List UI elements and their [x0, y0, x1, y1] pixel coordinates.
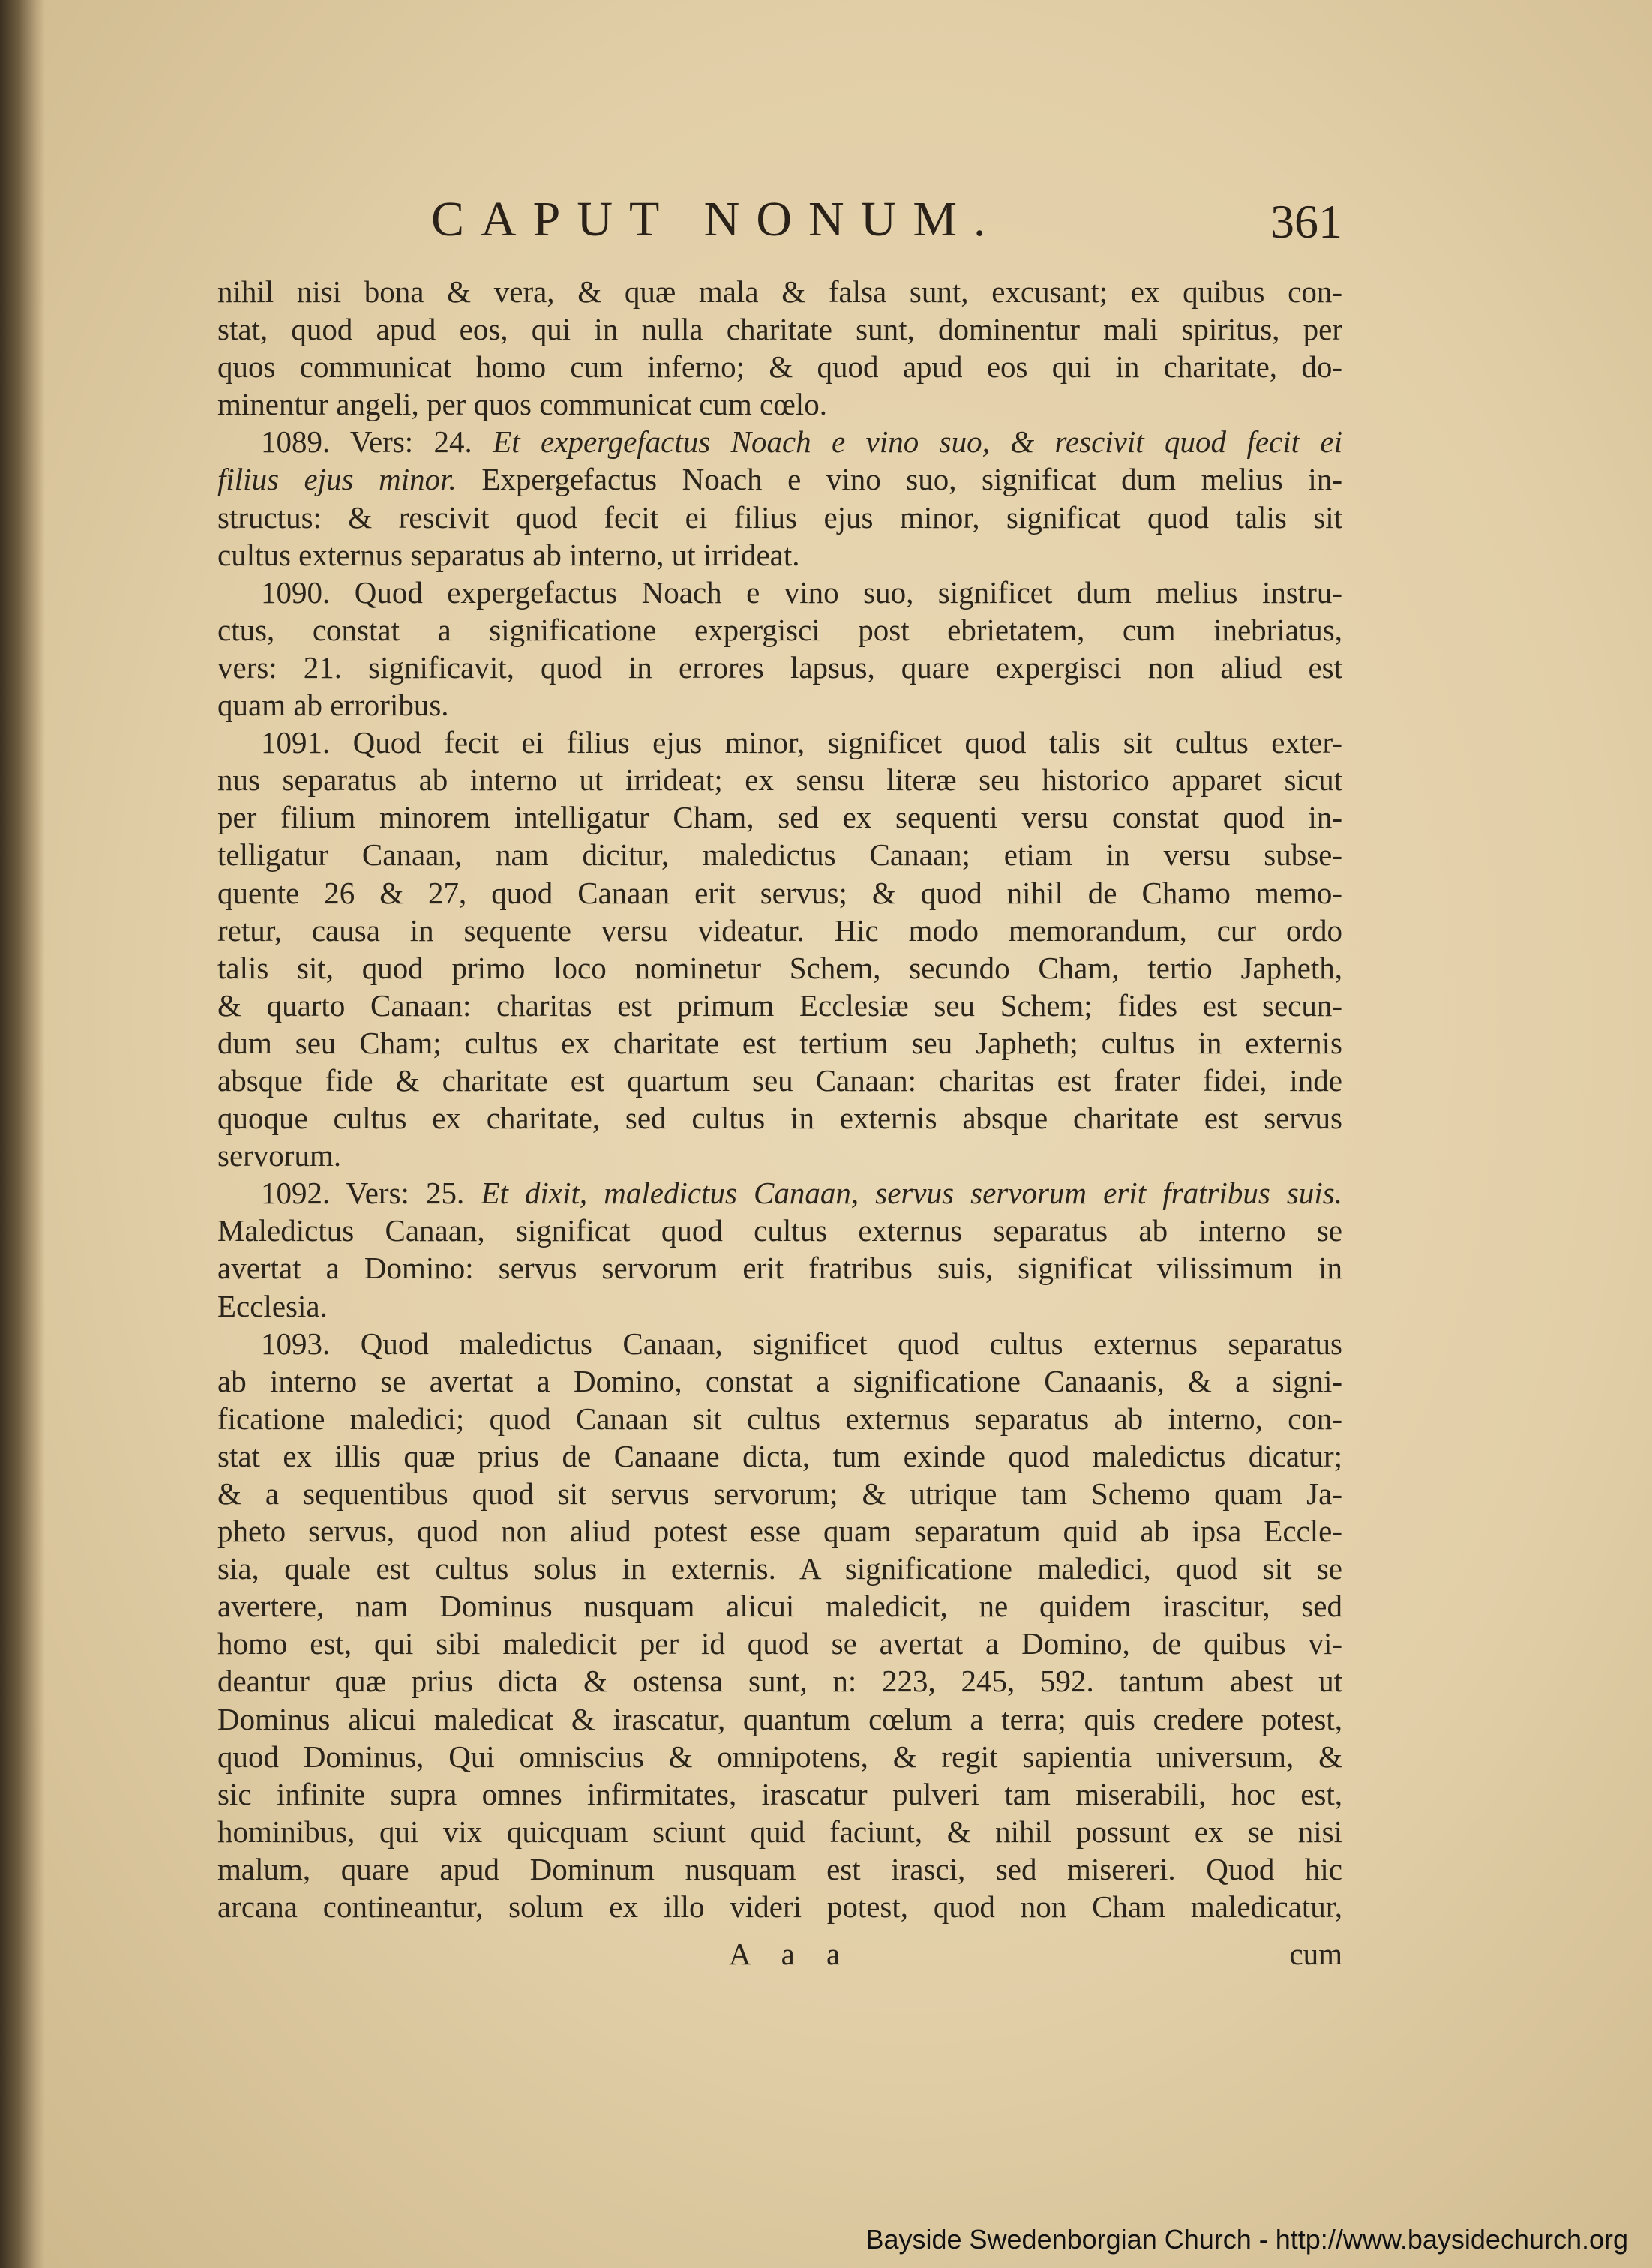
text-line [217, 310, 1342, 348]
text-line [217, 1362, 1342, 1400]
text-line [217, 499, 1342, 536]
signature-mark: A a a [729, 1937, 853, 1971]
text-line [217, 574, 1342, 611]
text-line [217, 1888, 1342, 1925]
text-roman: Maledictus Canaan, significat quod cultus externus separatus ab interno se [217, 1213, 1342, 1248]
watermark-credit: Bayside Swedenborgian Church - http://www.baysidechurch.org [865, 2224, 1628, 2255]
text-line [217, 1775, 1342, 1813]
catchword: cum [1289, 1937, 1342, 1971]
text-line [217, 949, 1342, 987]
text-line [217, 1662, 1342, 1700]
text-line [217, 836, 1342, 873]
text-roman: sic infinite supra omnes infirmitates, irascatur pulveri tam miserabili, hoc est, [217, 1776, 1342, 1811]
text-line [217, 1475, 1342, 1512]
text-line [217, 798, 1342, 836]
text-roman: quoque cultus ex charitate, sed cultus in externis absque charitate est servus [217, 1101, 1342, 1136]
text-roman: per filium minorem intelligatur Cham, sed ex sequenti versu constat quod in- [217, 800, 1342, 835]
text-line [217, 348, 1342, 385]
text-roman: nus separatus ab interno ut irrideat; ex sensu literæ seu historico apparet sicut [217, 762, 1342, 798]
text-line [217, 761, 1342, 798]
text-roman: ctus, constat a significatione expergisci post ebrietatem, cum inebriatus, [217, 612, 1342, 647]
text-line [217, 1325, 1342, 1362]
text-roman: 1090. Quod expergefactus Noach e vino suo, significet dum melius instru- [261, 574, 1342, 610]
text-line [217, 1062, 1342, 1099]
text-roman: quente 26 & 27, quod Canaan erit servus; & quod nihil de Chamo memo- [217, 875, 1342, 910]
text-line [217, 912, 1342, 949]
text-roman: Expergefactus Noach e vino suo, significat dum melius in- [456, 462, 1342, 497]
text-roman: ab interno se avertat a Domino, constat a significatione Canaanis, & a signi- [217, 1363, 1342, 1398]
text-line [217, 1212, 1342, 1249]
text-roman: deantur quæ prius dicta & ostensa sunt, n: 223, 245, 592. tantum abest ut [217, 1664, 1342, 1699]
text-roman: cultus externus separatus ab interno, ut irrideat. [217, 537, 800, 572]
text-roman: telligatur Canaan, nam dicitur, maledictus Canaan; etiam in versu subse- [217, 837, 1342, 873]
text-line [217, 1137, 1342, 1174]
text-roman: avertat a Domino: servus servorum erit fratribus suis, significat vilissimum in [217, 1251, 1342, 1286]
page-number: 361 [1270, 195, 1342, 248]
text-line [217, 1400, 1342, 1437]
text-roman: quam ab erroribus. [217, 688, 449, 723]
text-roman: avertere, nam Dominus nusquam alicui maledicit, ne quidem irascitur, sed [217, 1589, 1342, 1624]
text-line [217, 724, 1342, 761]
text-roman: talis sit, quod primo loco nominetur Schem, secundo Cham, tertio Japheth, [217, 950, 1342, 985]
text-roman: pheto servus, quod non aliud potest esse quam separatum quid ab ipsa Eccle- [217, 1514, 1342, 1549]
text-line [217, 1550, 1342, 1587]
text-line [217, 1287, 1342, 1325]
text-roman: malum, quare apud Dominum nusquam est irasci, sed misereri. Quod hic [217, 1851, 1342, 1886]
text-line [217, 1099, 1342, 1137]
text-roman: stat ex illis quæ prius de Canaane dicta, tum exinde quod maledictus dicatur; [217, 1438, 1342, 1473]
text-roman: nihil nisi bona & vera, & quæ mala & falsa sunt, excusant; ex quibus con- [217, 274, 1342, 309]
page-footer [217, 1936, 1342, 1973]
text-line [217, 874, 1342, 912]
text-line [217, 536, 1342, 574]
text-roman: & quarto Canaan: charitas est primum Ecclesiæ seu Schem; fides est secun- [217, 987, 1342, 1023]
text-line [217, 1813, 1342, 1850]
text-roman: structus: & rescivit quod fecit ei filius ejus minor, significat quod talis sit [217, 499, 1342, 535]
text-line [217, 1587, 1342, 1625]
book-spine-shadow [0, 0, 45, 2268]
text-roman: quod Dominus, Qui omniscius & omnipotens, & regit sapientia universum, & [217, 1739, 1342, 1774]
text-line [217, 686, 1342, 724]
text-line [217, 1850, 1342, 1888]
text-line [217, 273, 1342, 310]
text-roman: servorum. [217, 1138, 342, 1173]
text-line [217, 611, 1342, 649]
text-roman: 1091. Quod fecit ei filius ejus minor, significet quod talis sit cultus exter- [261, 725, 1342, 760]
text-line [217, 649, 1342, 686]
text-roman: 1093. Quod maledictus Canaan, significet quod cultus externus separatus [261, 1326, 1342, 1361]
text-roman: arcana contineantur, solum ex illo videri potest, quod non Cham maledicatur, [217, 1889, 1342, 1925]
text-roman: Dominus alicui maledicat & irascatur, quantum cœlum a terra; quis credere potest, [217, 1701, 1342, 1736]
text-roman: dum seu Cham; cultus ex charitate est tertium seu Japheth; cultus in externis [217, 1025, 1342, 1060]
text-roman: hominibus, qui vix quicquam sciunt quid faciunt, & nihil possunt ex se nisi [217, 1814, 1342, 1849]
text-line [217, 1738, 1342, 1775]
page-header [217, 191, 1350, 251]
text-roman: sia, quale est cultus solus in externis. A significatione maledici, quod sit se [217, 1551, 1342, 1586]
text-italic: filius ejus minor. [217, 462, 457, 497]
text-line [217, 1700, 1342, 1738]
text-line [217, 1174, 1342, 1212]
text-roman: stat, quod apud eos, qui in nulla charitate sunt, dominentur mali spiritus, per [217, 312, 1342, 347]
text-line [217, 1625, 1342, 1662]
text-roman: ficatione maledici; quod Canaan sit cultus externus separatus ab interno, con- [217, 1401, 1342, 1436]
running-title: CAPUT NONUM. [431, 192, 1003, 247]
text-roman: minentur angeli, per quos communicat cum cœlo. [217, 387, 827, 422]
text-roman: 1092. Vers: 25. [261, 1176, 481, 1211]
text-line [217, 1437, 1342, 1475]
body-text [217, 273, 1342, 1925]
text-italic: Et expergefactus Noach e vino suo, & rescivit quod fecit ei [493, 424, 1342, 460]
text-roman: absque fide & charitate est quartum seu Canaan: charitas est frater fidei, inde [217, 1062, 1342, 1098]
text-roman: 1089. Vers: 24. [261, 424, 493, 460]
text-roman: Ecclesia. [217, 1288, 328, 1323]
text-roman: retur, causa in sequente versu videatur. Hic modo memorandum, cur ordo [217, 912, 1342, 948]
text-line [217, 423, 1342, 460]
text-roman: quos communicat homo cum inferno; & quod apud eos qui in charitate, do- [217, 349, 1342, 385]
text-line [217, 1512, 1342, 1550]
text-roman: vers: 21. significavit, quod in errores lapsus, quare expergisci non aliud est [217, 649, 1342, 685]
text-roman: homo est, qui sibi maledicit per id quod se avertat a Domino, de quibus vi- [217, 1626, 1342, 1661]
text-line [217, 987, 1342, 1024]
text-italic: Et dixit, maledictus Canaan, servus servorum erit fratribus suis. [481, 1176, 1342, 1211]
text-line [217, 460, 1342, 498]
text-line [217, 1249, 1342, 1287]
text-line [217, 1024, 1342, 1062]
text-roman: & a sequentibus quod sit servus servorum; & utrique tam Schemo quam Ja- [217, 1476, 1342, 1511]
text-line [217, 385, 1342, 423]
